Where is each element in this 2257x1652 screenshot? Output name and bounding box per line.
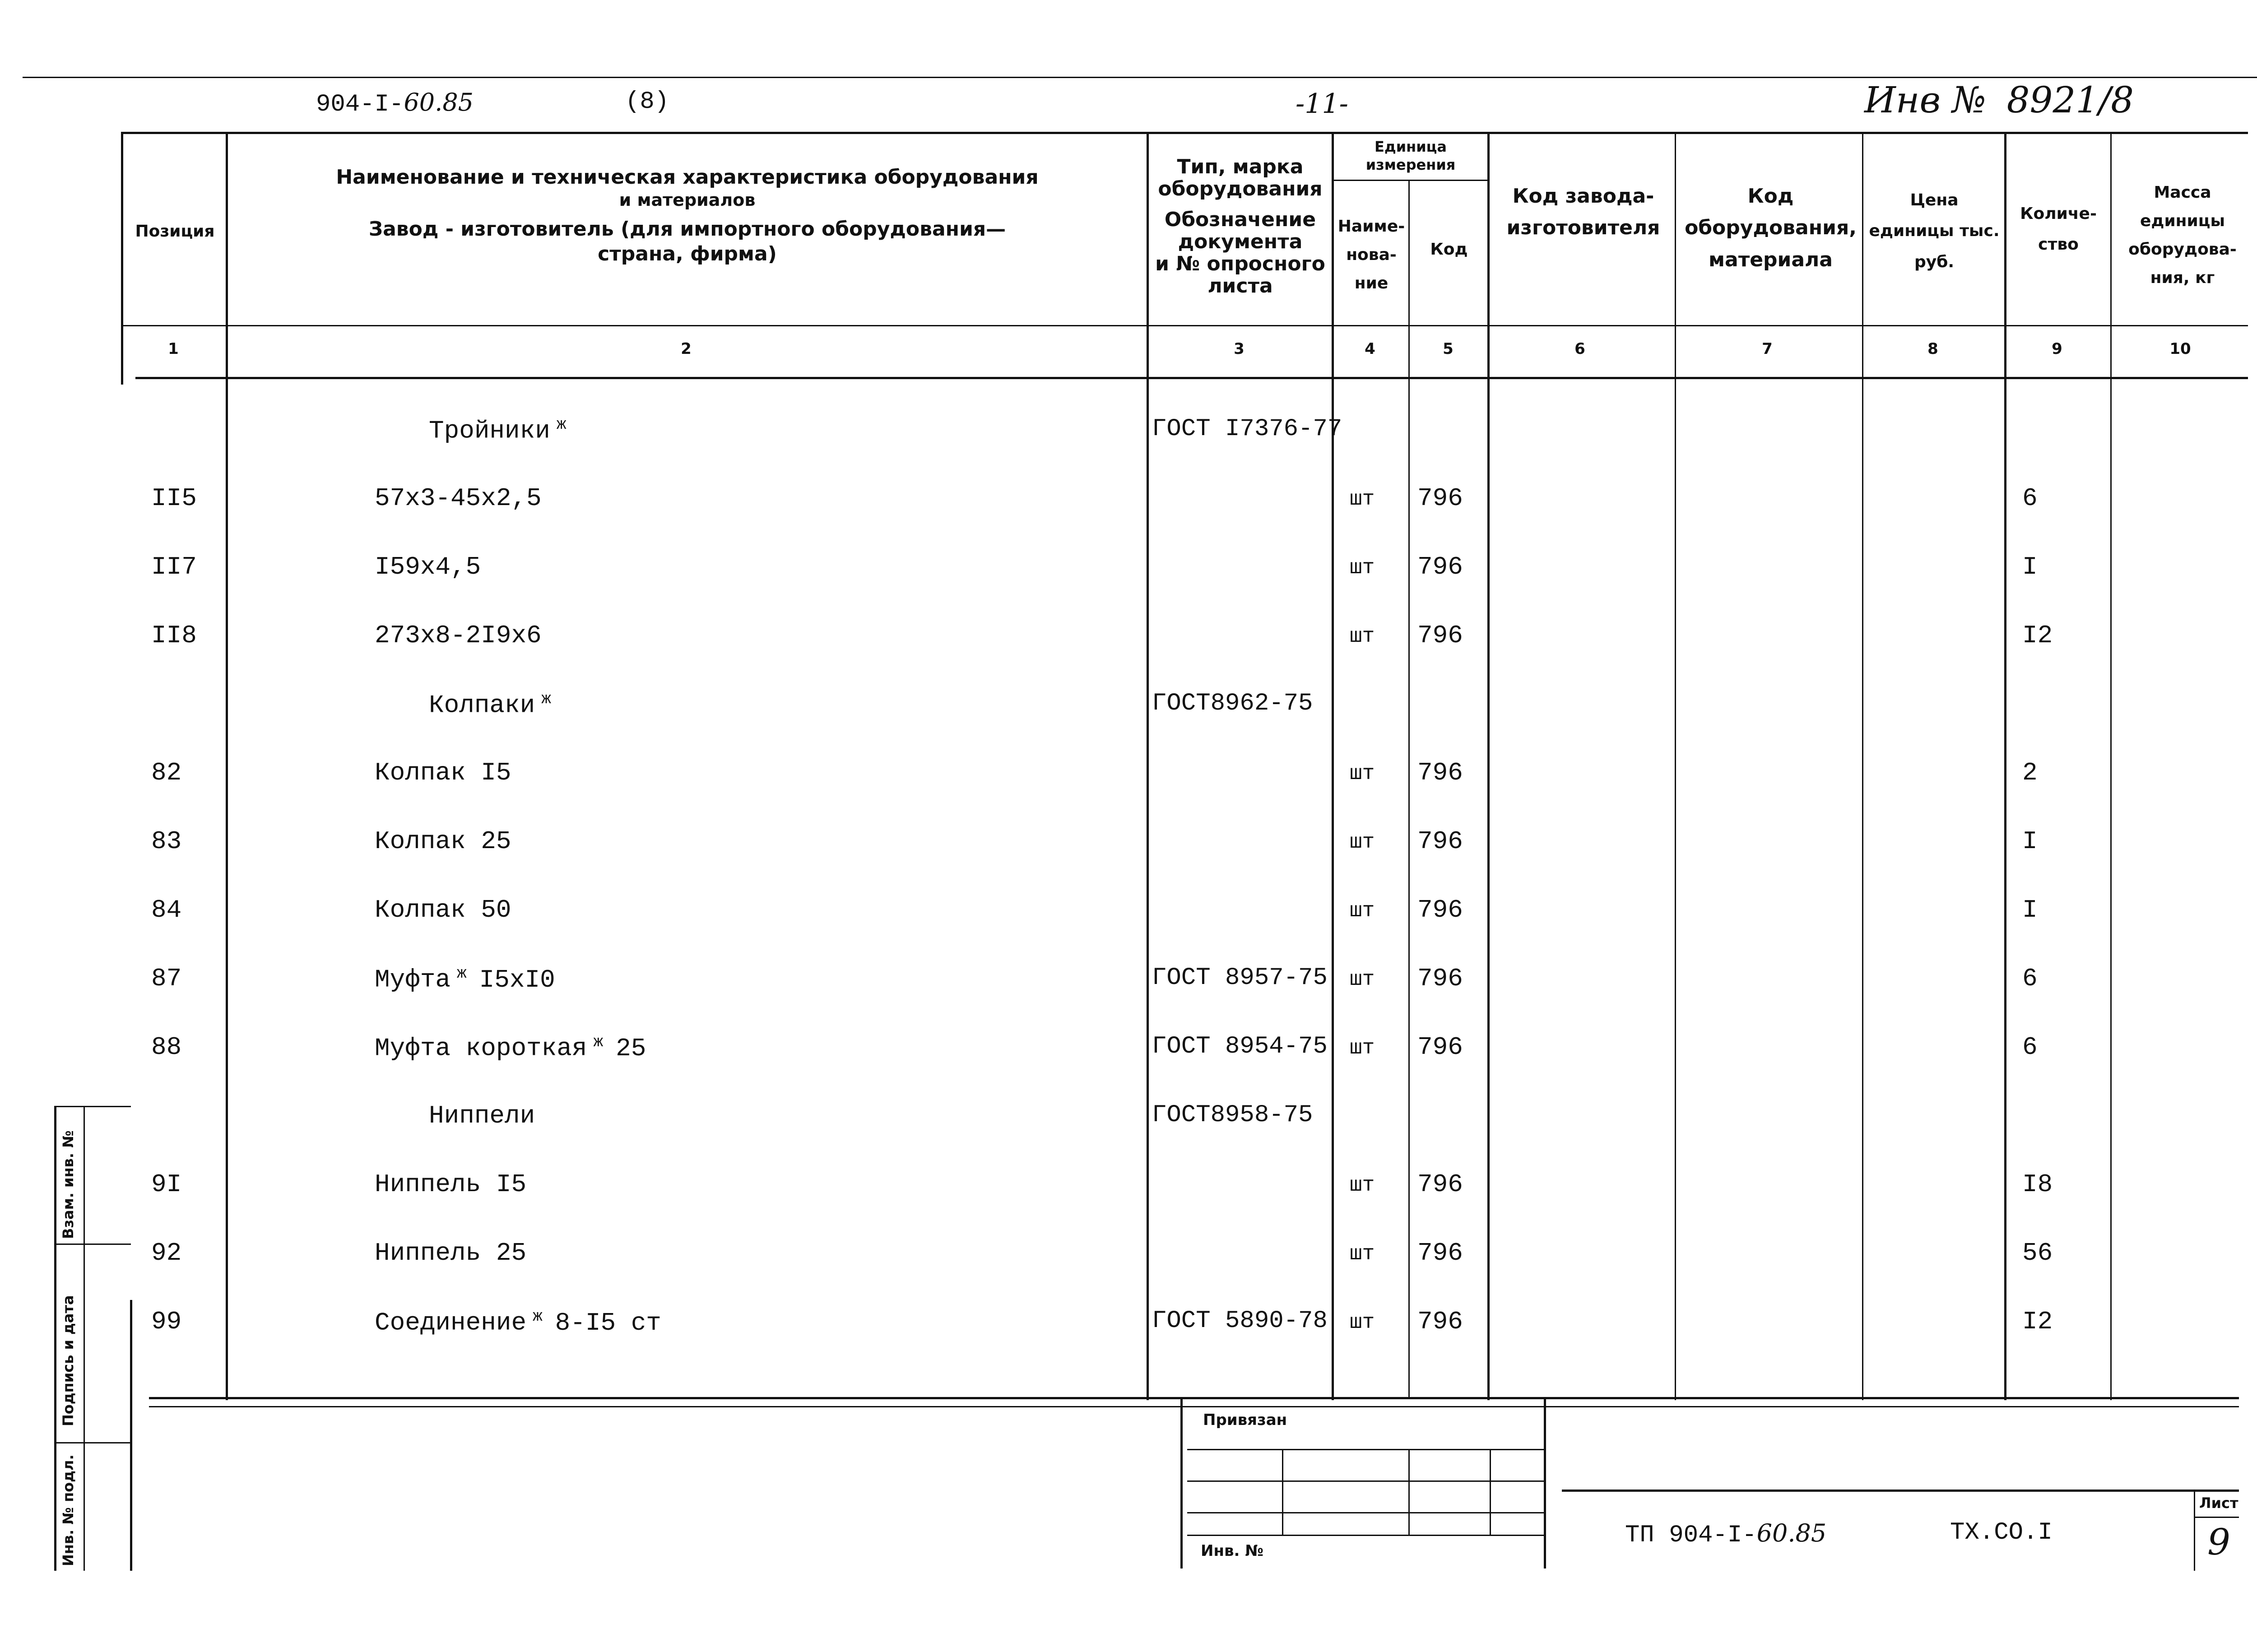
row-unit-code: 796	[1417, 484, 1463, 513]
row-position: 82	[151, 758, 182, 787]
header-unit-group: Единица измерения	[1365, 138, 1456, 173]
row-name: Колпаки $^ж$	[429, 690, 551, 720]
side-label-vzam: Взам. инв. №	[60, 1130, 77, 1239]
header-name: Наименование и техническая характеристика оборудования и материалов Завод - изготовитель (для импортного оборудования— страна, фирма)	[336, 166, 1039, 265]
sheet-number: 9	[2207, 1521, 2230, 1563]
row-name: Муфта $^ж$ I5хI0	[375, 964, 555, 994]
row-unit: шт	[1350, 1242, 1375, 1266]
side-stamp-line	[54, 1106, 56, 1571]
row-doc: ГОСТ I7376-77	[1152, 415, 1342, 443]
header-type: Тип, марка оборудования Обозначение документа и № опросного листа	[1155, 155, 1325, 298]
row-doc: ГОСТ 8954-75	[1152, 1033, 1328, 1060]
side-sep-1	[54, 1106, 131, 1107]
row-position: 9I	[151, 1170, 182, 1199]
row-doc: ГОСТ8958-75	[1152, 1101, 1313, 1129]
row-footnote-mark: ж	[593, 1033, 604, 1051]
left-frame-line	[130, 1300, 132, 1571]
col-line-1	[226, 132, 228, 1400]
row-qty: I2	[2022, 621, 2053, 650]
row-unit: шт	[1350, 556, 1375, 580]
page-mark: -11-	[1296, 88, 1348, 120]
stamp-inv-no: Инв. №	[1201, 1542, 1264, 1560]
row-unit: шт	[1350, 968, 1375, 991]
row-footnote-mark: ж	[533, 1307, 543, 1326]
header-plant-code: Код завода- изготовителя	[1506, 185, 1660, 240]
row-name: Ниппель 25	[375, 1239, 527, 1267]
stamp-right-line	[1544, 1397, 1546, 1568]
row-unit-code: 796	[1417, 1033, 1463, 1062]
row-name: Колпак I5	[375, 758, 511, 787]
sheet-box-line	[2194, 1517, 2239, 1518]
col-line-6	[1675, 132, 1676, 1400]
side-label-podpis: Подпись и дата	[60, 1295, 77, 1426]
stamp-left-line	[1180, 1397, 1183, 1568]
col-line-2	[1147, 132, 1149, 1400]
sheet-box-left	[2194, 1490, 2195, 1571]
row-position: 88	[151, 1033, 182, 1062]
bottom-page-line	[149, 1406, 2239, 1407]
row-name: Муфта короткая $^ж$ 25	[375, 1033, 646, 1063]
row-unit: шт	[1350, 831, 1375, 854]
row-unit-code: 796	[1417, 621, 1463, 650]
row-qty: 6	[2022, 964, 2038, 993]
col-line-3	[1332, 132, 1334, 1400]
copy-number: (8)	[625, 88, 669, 116]
row-unit-code: 796	[1417, 552, 1463, 581]
header-qty: Количе- ство	[2020, 204, 2097, 254]
col-line-9	[2110, 132, 2112, 1400]
row-position: 99	[151, 1307, 182, 1336]
column-number: 8	[1927, 340, 1938, 358]
column-number: 2	[681, 340, 692, 358]
row-name: Тройники $^ж$	[429, 415, 567, 445]
row-unit: шт	[1350, 487, 1375, 511]
row-unit-code: 796	[1417, 1239, 1463, 1267]
row-unit-code: 796	[1417, 1307, 1463, 1336]
inventory-number: Инв № 8921/8	[1864, 79, 2134, 121]
row-unit-code: 796	[1417, 964, 1463, 993]
table-top-line	[122, 132, 2248, 134]
row-position: II5	[151, 484, 197, 513]
doc-code-top: 904-I-60.85	[316, 88, 474, 118]
row-unit-code: 796	[1417, 827, 1463, 856]
title-section: ТХ.СО.I	[1950, 1519, 2053, 1546]
col-line-7	[1862, 132, 1863, 1400]
row-position: II7	[151, 552, 197, 581]
side-sep-3	[54, 1442, 131, 1443]
row-footnote-mark: ж	[556, 415, 567, 434]
header-divider-line	[122, 325, 2248, 326]
row-name: Колпак 25	[375, 827, 511, 856]
stamp-sep-3	[1490, 1449, 1491, 1535]
sheet-label: Лист	[2199, 1494, 2238, 1512]
stamp-sep-1	[1282, 1449, 1283, 1535]
row-unit: шт	[1350, 762, 1375, 785]
row-doc: ГОСТ8962-75	[1152, 690, 1313, 717]
top-border-line	[23, 77, 2257, 78]
header-equip-code: Код оборудования, материала	[1685, 185, 1857, 271]
row-qty: 2	[2022, 758, 2038, 787]
stamp-privyazan: Привязан	[1203, 1411, 1287, 1429]
row-footnote-mark: ж	[457, 964, 467, 983]
row-name: 273х8-2I9х6	[375, 621, 542, 650]
row-qty: 56	[2022, 1239, 2053, 1267]
column-number: 1	[168, 340, 179, 358]
column-number: 4	[1365, 340, 1375, 358]
header-price: Цена единицы тыс. руб.	[1869, 191, 2000, 271]
row-unit: шт	[1350, 899, 1375, 923]
unit-subheader-line	[1332, 180, 1487, 181]
row-doc: ГОСТ 5890-78	[1152, 1307, 1328, 1335]
column-number: 6	[1574, 340, 1585, 358]
row-qty: 6	[2022, 1033, 2038, 1062]
row-name: Ниппель I5	[375, 1170, 527, 1199]
row-qty: I2	[2022, 1307, 2053, 1336]
side-sep-2	[54, 1244, 131, 1245]
stamp-sep-2	[1408, 1449, 1410, 1535]
stamp-line-4	[1187, 1535, 1544, 1536]
row-name: 57х3-45х2,5	[375, 484, 542, 513]
column-number: 7	[1762, 340, 1773, 358]
header-position: Позиция	[135, 222, 215, 241]
row-qty: I	[2022, 827, 2038, 856]
row-unit-code: 796	[1417, 896, 1463, 924]
row-position: 92	[151, 1239, 182, 1267]
column-number: 3	[1234, 340, 1245, 358]
row-unit-code: 796	[1417, 1170, 1463, 1199]
row-name: Ниппели	[429, 1101, 535, 1130]
side-stamp-line-2	[84, 1106, 85, 1571]
header-unit-name: Наиме- нова- ние	[1337, 217, 1405, 292]
colnum-bottom-line	[135, 377, 2248, 379]
row-position: II8	[151, 621, 197, 650]
title-doc-code: ТП 904-I-60.85	[1625, 1519, 1827, 1549]
row-qty: I	[2022, 552, 2038, 581]
col-line-8	[2004, 132, 2006, 1400]
row-position: 87	[151, 964, 182, 993]
row-name: Колпак 50	[375, 896, 511, 924]
row-position: 83	[151, 827, 182, 856]
col-line-0	[121, 132, 123, 385]
row-position: 84	[151, 896, 182, 924]
row-doc: ГОСТ 8957-75	[1152, 964, 1328, 992]
row-name: I59х4,5	[375, 552, 481, 581]
row-footnote-mark: ж	[541, 690, 551, 708]
column-number: 10	[2169, 340, 2191, 358]
column-number: 9	[2052, 340, 2062, 358]
column-number: 5	[1443, 340, 1454, 358]
row-unit: шт	[1350, 1311, 1375, 1334]
row-unit-code: 796	[1417, 758, 1463, 787]
header-unit-code: Код	[1430, 240, 1468, 259]
row-name: Соединение $^ж$ 8-I5 ст	[375, 1307, 661, 1337]
header-mass: Масса единицы оборудова- ния, кг	[2128, 183, 2237, 287]
row-qty: 6	[2022, 484, 2038, 513]
table-bottom-line	[149, 1397, 2239, 1399]
side-label-inv-podl: Инв. № подл.	[60, 1454, 77, 1566]
title-block-line	[1562, 1490, 2239, 1492]
row-unit: шт	[1350, 1036, 1375, 1060]
col-line-5	[1487, 132, 1490, 1400]
row-unit: шт	[1350, 625, 1375, 648]
row-qty: I	[2022, 896, 2038, 924]
col-line-4	[1408, 181, 1410, 1399]
row-unit: шт	[1350, 1174, 1375, 1197]
row-qty: I8	[2022, 1170, 2053, 1199]
